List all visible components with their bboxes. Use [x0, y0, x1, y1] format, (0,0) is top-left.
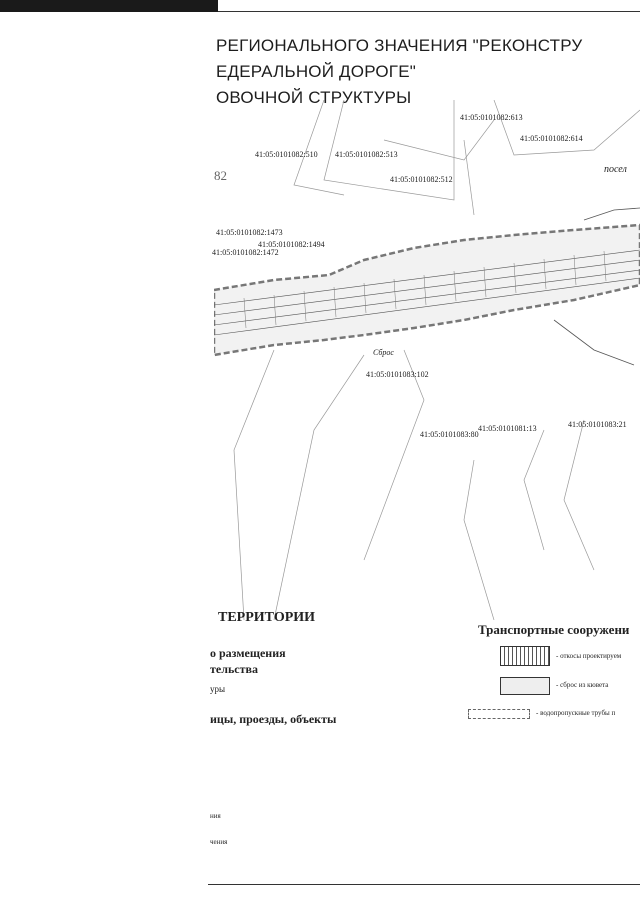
legend-item-label: - сброс из кювета: [556, 681, 609, 689]
parcel-boundary: [494, 100, 640, 155]
parcel-label: 41:05:0101082:1472: [212, 248, 279, 257]
parcel-boundary: [464, 460, 494, 620]
parcel-label: 41:05:0101082:513: [335, 150, 398, 159]
parcel-label: 41:05:0101082:1473: [216, 228, 283, 237]
parcel-boundary: [464, 140, 474, 215]
drain-label: Сброс: [373, 348, 394, 357]
legend-item-label: - водопропускные трубы п: [536, 709, 616, 717]
bottom-rule: [208, 884, 640, 885]
top-rule: [218, 11, 640, 12]
parcel-label: 41:05:0101082:510: [255, 150, 318, 159]
legend-fragment-a: ния: [210, 812, 221, 820]
parcel-label: 41:05:0101083:21: [568, 420, 627, 429]
parcel-boundary: [294, 100, 344, 195]
parcel-boundary: [274, 355, 364, 620]
parcel-boundary: [234, 350, 274, 620]
legend-structures-fragment: уры: [210, 684, 226, 694]
parcel-label: 41:05:0101083:80: [420, 430, 479, 439]
drain-channel: [554, 320, 634, 365]
legend-item-label: - откосы проектируем: [556, 652, 622, 660]
legend-right-heading: Транспортные сооружени: [478, 622, 630, 637]
title-line-3: ОВОЧНОЙ СТРУКТУРЫ: [216, 88, 412, 107]
drain-swatch: [500, 677, 550, 695]
legend-placement-line2: тельства: [210, 662, 258, 676]
parcel-label: 41:05:0101083:102: [366, 370, 429, 379]
zone-number: 82: [214, 168, 227, 183]
parcel-label: 41:05:0101081:13: [478, 424, 537, 433]
settlement-label: посел: [604, 164, 627, 175]
parcel-label: 41:05:0101082:614: [520, 134, 583, 143]
slopes-swatch: [500, 646, 550, 666]
parcel-label: 41:05:0101082:613: [460, 113, 523, 122]
title-line-2: ЕДЕРАЛЬНОЙ ДОРОГЕ": [216, 62, 416, 81]
legend-placement-line1: о размещения: [210, 646, 286, 660]
legend-streets-heading: ицы, проезды, объекты: [210, 712, 337, 726]
parcel-boundary: [384, 120, 494, 160]
side-road: [584, 208, 640, 220]
parcel-boundary: [364, 350, 424, 560]
title-line-1: РЕГИОНАЛЬНОГО ЗНАЧЕНИЯ "РЕКОНСТРУ: [216, 36, 583, 55]
parcel-boundary: [524, 430, 544, 550]
parcel-boundary: [564, 420, 594, 570]
parcel-label: 41:05:0101082:512: [390, 175, 453, 184]
parcel-label: 41:05:0101082:1494: [258, 240, 325, 249]
top-dark-bar: [0, 0, 218, 12]
culvert-swatch: [468, 709, 530, 719]
legend-fragment-b: чения: [210, 838, 228, 846]
legend-left-heading: ТЕРРИТОРИИ: [218, 610, 316, 625]
